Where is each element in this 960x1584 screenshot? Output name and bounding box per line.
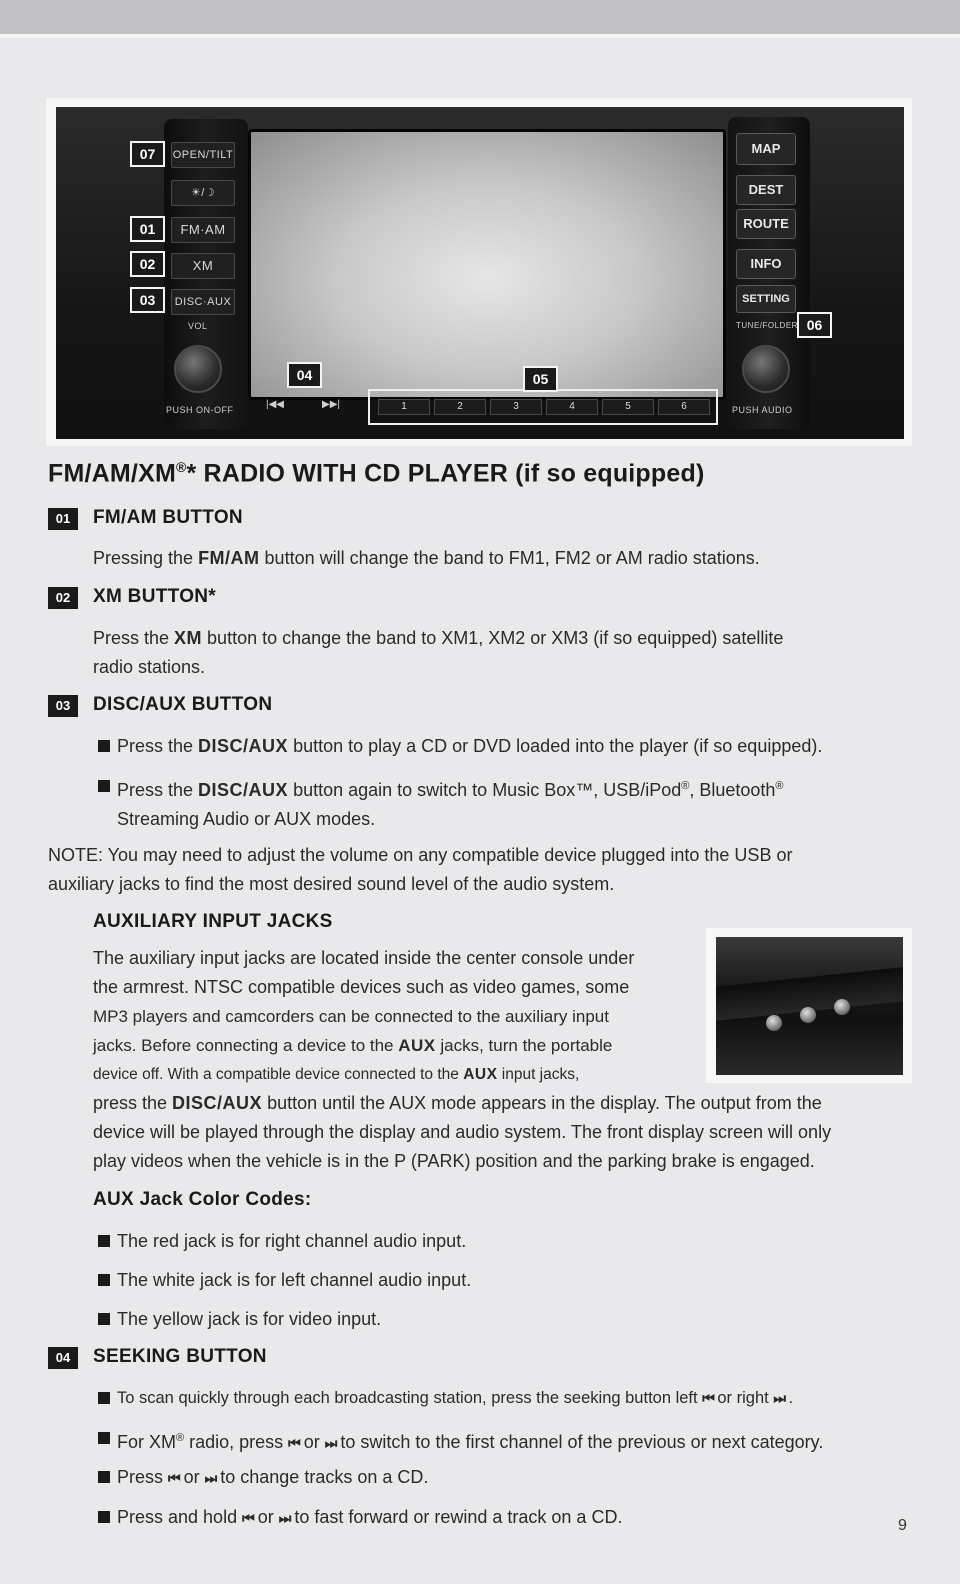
preset-2: 2 <box>434 399 486 415</box>
power-label: PUSH ON-OFF <box>166 405 234 415</box>
section-title-xm: XM BUTTON* <box>93 586 216 607</box>
callout-04: 04 <box>288 363 321 387</box>
aux-jack-photo <box>716 937 903 1075</box>
vol-label: VOL <box>188 321 208 331</box>
section-badge-04: 04 <box>48 1347 78 1369</box>
section-title-disc-aux: DISC/AUX BUTTON <box>93 694 273 715</box>
preset-5: 5 <box>602 399 654 415</box>
seek-forward-label: ▶▶| <box>322 399 340 410</box>
seek-back-label: |◀◀ <box>266 399 284 410</box>
callout-03: 03 <box>131 288 164 312</box>
section-badge-03: 03 <box>48 695 78 717</box>
aux-line3: MP3 players and camcorders can be connected to the auxiliary input <box>93 1007 609 1026</box>
seek-left-icon: ⏮ <box>288 1435 299 1451</box>
xm-description-line1: Press the XM button to change the band to XM1, XM2 or XM3 (if so equipped) satellite <box>93 628 784 648</box>
xm-button: XM <box>171 253 235 279</box>
section-title-seeking: SEEKING BUTTON <box>93 1346 267 1367</box>
seeking-bullet-3: Press ⏮ or ⏭ to change tracks on a CD. <box>98 1463 428 1493</box>
page-number: 9 <box>898 1517 907 1534</box>
section-title-fm-am: FM/AM BUTTON <box>93 507 243 528</box>
seek-right-icon: ⏭ <box>278 1510 290 1526</box>
fm-am-button: FM·AM <box>171 217 235 243</box>
note-line2: auxiliary jacks to find the most desired sound level of the audio system. <box>48 874 615 894</box>
page-title <box>48 459 704 488</box>
disc-aux-bullet-2: Press the DISC/AUX button again to switch to Music Box™, USB/iPod®, Bluetooth® Streaming Audio or AUX modes. <box>98 772 784 834</box>
fm-am-description: Pressing the FM/AM button will change the band to FM1, FM2 or AM radio stations. <box>93 548 760 568</box>
aux-line1: The auxiliary input jacks are located inside the center console under <box>93 948 635 968</box>
open-tilt-button: OPEN/TILT <box>171 142 235 168</box>
aux-line2: the armrest. NTSC compatible devices such as video games, some <box>93 977 630 997</box>
tune-folder-label: TUNE/FOLDER <box>736 321 798 330</box>
volume-knob <box>174 345 222 393</box>
note-line1: NOTE: You may need to adjust the volume on any compatible device plugged into the USB or <box>48 845 793 865</box>
seek-left-icon: ⏮ <box>168 1470 179 1486</box>
disc-aux-button: DISC·AUX <box>171 289 235 315</box>
title-main: FM/AM/XM <box>48 459 176 488</box>
section-badge-01: 01 <box>48 508 78 530</box>
callout-05: 05 <box>524 367 557 391</box>
title-reg: ® <box>175 459 187 475</box>
xm-description-line2: radio stations. <box>93 657 206 677</box>
seek-left-icon: ⏮ <box>242 1510 253 1526</box>
color-code-white: The white jack is for left channel audio input. <box>98 1266 471 1295</box>
jack-red <box>766 1015 782 1031</box>
info-button: INFO <box>736 249 796 279</box>
seek-left-icon: ⏮ <box>702 1390 713 1406</box>
head-unit-photo <box>56 107 904 439</box>
tune-knob <box>742 345 790 393</box>
aux-jacks-title: AUXILIARY INPUT JACKS <box>93 911 333 932</box>
title-rest: * RADIO WITH CD PLAYER (if so equipped) <box>186 459 705 488</box>
seeking-bullet-2: For XM® radio, press ⏮ or ⏭ to switch to the first channel of the previous or next category. <box>98 1424 823 1458</box>
map-button: MAP <box>736 133 796 165</box>
section-badge-02: 02 <box>48 587 78 609</box>
callout-02: 02 <box>131 252 164 276</box>
setting-button: SETTING <box>736 285 796 313</box>
callout-01: 01 <box>131 217 164 241</box>
color-code-yellow: The yellow jack is for video input. <box>98 1305 381 1334</box>
callout-06: 06 <box>798 313 831 337</box>
seeking-bullet-1: To scan quickly through each broadcasting station, press the seeking button left ⏮ or right ⏭ . <box>98 1384 793 1413</box>
aux-line7: device will be played through the display and audio system. The front display screen will only <box>93 1122 832 1142</box>
dest-button: DEST <box>736 175 796 205</box>
audio-label: PUSH AUDIO <box>732 405 793 415</box>
color-codes-title: AUX Jack Color Codes: <box>93 1189 312 1210</box>
display-screen <box>248 129 726 400</box>
preset-3: 3 <box>490 399 542 415</box>
brightness-button: ☀/☽ <box>171 180 235 206</box>
seek-right-icon: ⏭ <box>324 1435 336 1451</box>
seek-right-icon: ⏭ <box>773 1390 784 1406</box>
color-code-red: The red jack is for right channel audio input. <box>98 1227 466 1256</box>
top-band-divider <box>0 34 960 38</box>
route-button: ROUTE <box>736 209 796 239</box>
jack-yellow <box>834 999 850 1015</box>
preset-1: 1 <box>378 399 430 415</box>
aux-line4: jacks. Before connecting a device to the AUX jacks, turn the portable <box>93 1036 613 1055</box>
preset-4: 4 <box>546 399 598 415</box>
callout-07: 07 <box>131 142 164 166</box>
aux-line8: play videos when the vehicle is in the P (PARK) position and the parking brake is engaged. <box>93 1151 815 1171</box>
preset-6: 6 <box>658 399 710 415</box>
seek-right-icon: ⏭ <box>204 1470 216 1486</box>
aux-line5: device off. With a compatible device connected to the AUX input jacks, <box>93 1066 580 1083</box>
top-band <box>0 0 960 34</box>
seeking-bullet-4: Press and hold ⏮ or ⏭ to fast forward or rewind a track on a CD. <box>98 1503 622 1533</box>
aux-line6: press the DISC/AUX button until the AUX mode appears in the display. The output from the <box>93 1093 822 1113</box>
jack-white <box>800 1007 816 1023</box>
disc-aux-bullet-1: Press the DISC/AUX button to play a CD or DVD loaded into the player (if so equipped). <box>98 732 822 761</box>
